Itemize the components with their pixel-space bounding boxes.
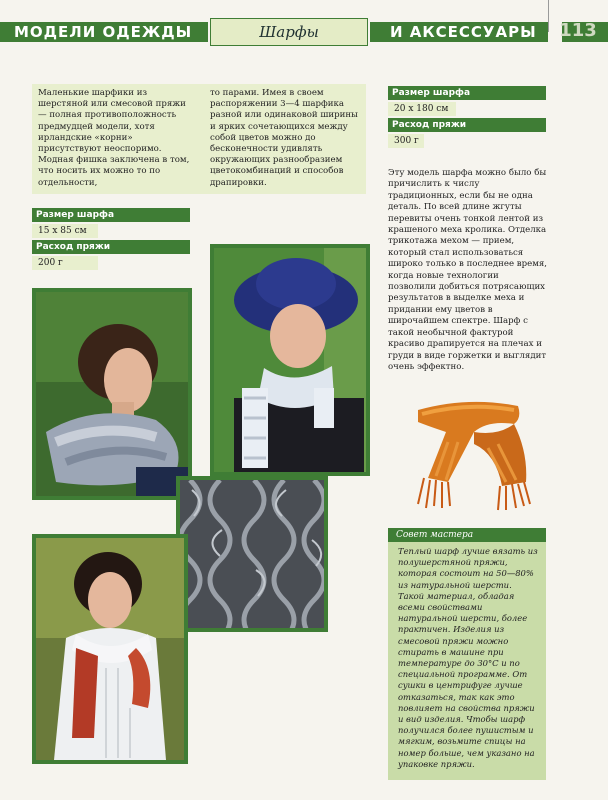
page-number: 113 [559, 20, 597, 41]
advice-box [388, 528, 546, 780]
advice-label: Совет мастера [388, 528, 546, 542]
page-title: Шарфы [210, 18, 368, 46]
yarn-value: 200 г [32, 256, 98, 270]
intro-box [32, 84, 366, 194]
model-description: Эту модель шарфа можно было бы причислить к числу традиционных, если бы не одна деталь. По всей длине жгуты перевиты очень тонкой лентой из крашеного меха кролика. Отделка трикотажа мехом — прием, который стал использоваться широко только в последнее время, когда новые технологии позволили добиться потрясающих результатов в выделке меха и придании ему цветов в широчайшем спектре. Шарф с такой необычной фактурой красиво драпируется на плечах и груди в виде горжетки и выглядит очень эффектно. [388, 168, 548, 372]
size-value: 20 х 180 см [388, 102, 456, 116]
intro-text-col2: то парами. Имея в своем распоряжении 3—4 шарфика разной или одинаковой ширины и ярких сочетающихся между собой цветов можно до бесконечности удивлять окружающих разнообразием цветокомбинаций и способов драпировки. [210, 88, 358, 188]
photo-model-blue-hat [210, 244, 370, 476]
yarn-value: 300 г [388, 134, 424, 148]
yarn-label: Расход пряжи [32, 240, 190, 254]
photo-model-red-scarf [32, 534, 188, 764]
size-value: 15 х 85 см [32, 224, 98, 238]
size-label: Размер шарфа [32, 208, 190, 222]
page-header [0, 22, 608, 48]
advice-text: Теплый шарф лучше вязать из полушерстяной пряжи, которая состоит на 50—80% из натуральной шерсти. Такой материал, обладая всеми свойствами натуральной шерсти, более практичен. Изделия из смесовой пряжи можно стирать в машине при температуре до 30°С и по специальной программе. От сушки в центрифуге лучше отказаться, так как это повлияет на свойства пряжи и вид изделия. Чтобы шарф получился более пушистым и мягким, возьмите спицы на номер больше, чем указано на упаковке пряжи. [398, 546, 538, 769]
section-title-right: И АКСЕССУАРЫ [390, 23, 537, 41]
photo-orange-fur-scarf [388, 392, 548, 512]
yarn-label: Расход пряжи [388, 118, 546, 132]
intro-text-col1: Маленькие шарфики из шерстяной или смесовой пряжи — полная противоположность предмудцей модели, хотя ирландские «корни» присутствуют неоспоримо. Модная фишка заключена в том, что носить их можно то по отдельности, [38, 88, 190, 188]
section-title-left: МОДЕЛИ ОДЕЖДЫ [14, 23, 193, 41]
margin-rule [548, 0, 549, 32]
photo-model-gray-scarf [32, 288, 192, 500]
spec-box-right [388, 86, 546, 148]
photo-knit-texture [176, 476, 328, 632]
spec-box-left [32, 208, 190, 270]
size-label: Размер шарфа [388, 86, 546, 100]
